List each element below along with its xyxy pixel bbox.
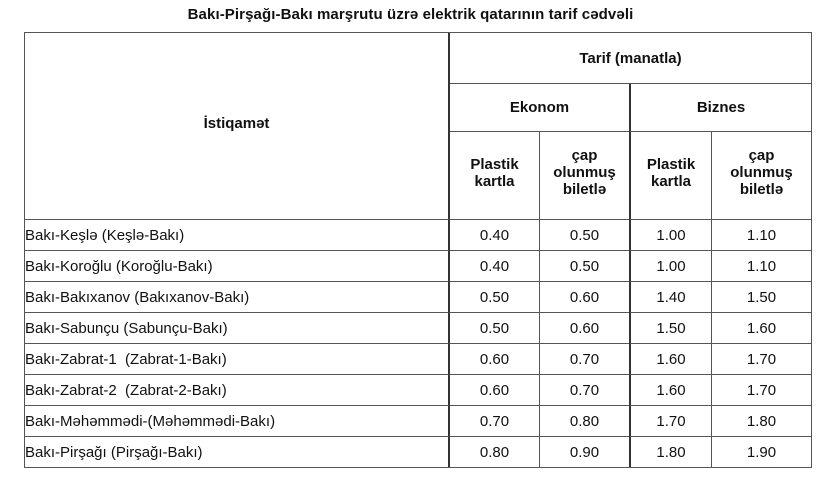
table-row — [25, 437, 811, 467]
econom-card-price: 0.70 — [450, 406, 539, 437]
route-cell: Bakı-Zabrat-1 (Zabrat-1-Bakı) — [25, 344, 450, 375]
econom-ticket-price: 0.50 — [539, 220, 629, 251]
table-body — [25, 220, 811, 467]
header-econom: Ekonom — [450, 84, 629, 131]
business-ticket-price: 1.80 — [711, 406, 811, 437]
route-cell: Bakı-Məhəmmədi-(Məhəmmədi-Bakı) — [25, 406, 450, 437]
econom-card-price: 0.40 — [450, 251, 539, 282]
table-header — [25, 33, 811, 220]
business-ticket-price: 1.60 — [711, 313, 811, 344]
header-direction: İstiqamət — [25, 33, 450, 214]
header-business: Biznes — [629, 84, 811, 131]
route-cell: Bakı-Zabrat-2 (Zabrat-2-Bakı) — [25, 375, 450, 406]
business-card-price: 1.80 — [629, 437, 711, 467]
business-ticket-price: 1.10 — [711, 220, 811, 251]
econom-ticket-price: 0.60 — [539, 282, 629, 313]
business-card-price: 1.50 — [629, 313, 711, 344]
route-cell: Bakı-Keşlə (Keşlə-Bakı) — [25, 220, 450, 251]
header-line: çap — [571, 147, 598, 165]
page-title: Bakı-Pirşağı-Bakı marşrutu üzrə elektrik qatarının tarif cədvəli — [187, 6, 634, 23]
table-row — [25, 375, 811, 406]
econom-ticket-price: 0.70 — [539, 375, 629, 406]
header-line: olunmuş — [553, 164, 616, 182]
header-line: Plastik — [470, 155, 519, 173]
business-ticket-price: 1.50 — [711, 282, 811, 313]
business-ticket-price: 1.10 — [711, 251, 811, 282]
business-ticket-price: 1.90 — [711, 437, 811, 467]
header-line: Plastik — [646, 155, 696, 173]
tariff-table — [24, 32, 812, 468]
econom-ticket-price: 0.70 — [539, 344, 629, 375]
table-row — [25, 344, 811, 375]
econom-card-price: 0.50 — [450, 282, 539, 313]
business-card-price: 1.40 — [629, 282, 711, 313]
header-business-ticket — [711, 132, 811, 214]
table-row — [25, 313, 811, 344]
header-econom-ticket — [539, 132, 629, 214]
table-row — [25, 282, 811, 313]
econom-ticket-price: 0.60 — [539, 313, 629, 344]
econom-card-price: 0.40 — [450, 220, 539, 251]
business-card-price: 1.00 — [629, 251, 711, 282]
header-line: olunmuş — [730, 164, 793, 182]
header-line: çap — [748, 147, 775, 165]
table-row — [25, 406, 811, 437]
route-cell: Bakı-Koroğlu (Koroğlu-Bakı) — [25, 251, 450, 282]
header-econom-card — [450, 132, 539, 214]
header-line: biletlə — [739, 181, 784, 199]
header-line: biletlə — [562, 181, 607, 199]
route-cell: Bakı-Sabunçu (Sabunçu-Bakı) — [25, 313, 450, 344]
header-tariff: Tarif (manatla) — [450, 33, 811, 84]
econom-card-price: 0.60 — [450, 344, 539, 375]
econom-ticket-price: 0.90 — [539, 437, 629, 467]
business-ticket-price: 1.70 — [711, 375, 811, 406]
business-card-price: 1.60 — [629, 375, 711, 406]
business-card-price: 1.60 — [629, 344, 711, 375]
econom-card-price: 0.80 — [479, 443, 510, 461]
econom-card-price: 0.60 — [450, 375, 539, 406]
table-row — [25, 251, 811, 282]
table-row — [25, 220, 811, 251]
route-cell: Bakı-Pirşağı (Pirşağı-Bakı) — [25, 437, 450, 467]
route-cell: Bakı-Bakıxanov (Bakıxanov-Bakı) — [25, 282, 450, 313]
header-business-card — [629, 132, 711, 214]
business-card-price: 1.70 — [629, 406, 711, 437]
econom-card-price: 0.50 — [450, 313, 539, 344]
econom-ticket-price: 0.80 — [539, 406, 629, 437]
econom-ticket-price: 0.50 — [539, 251, 629, 282]
business-ticket-price: 1.70 — [711, 344, 811, 375]
business-card-price: 1.00 — [629, 220, 711, 251]
header-line: kartla — [650, 172, 692, 190]
header-line: kartla — [474, 172, 515, 190]
